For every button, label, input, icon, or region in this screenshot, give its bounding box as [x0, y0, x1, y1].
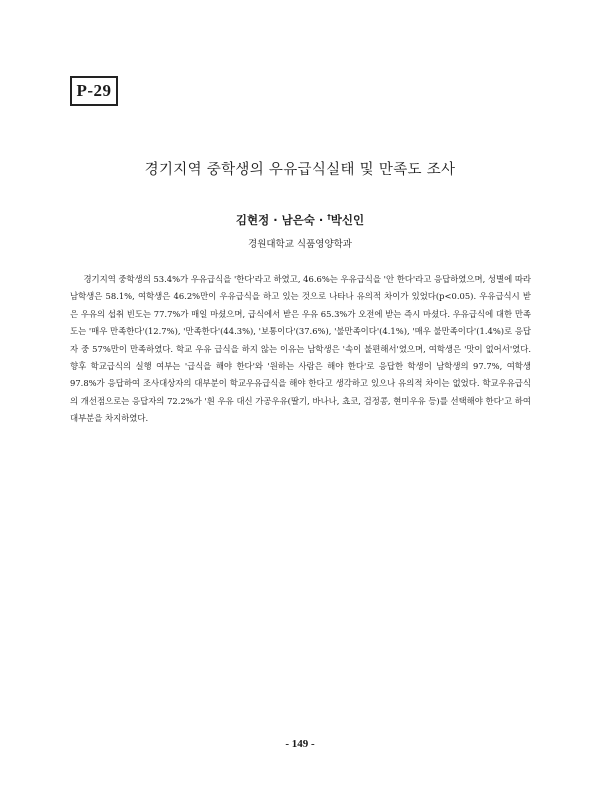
author-list [0, 212, 600, 228]
author-corresponding: 박신인 [330, 213, 365, 227]
page-number: - 149 - [285, 738, 315, 750]
corresponding-author-mark: † [327, 213, 331, 221]
affiliation: 경원대학교 식품영양학과 [248, 239, 352, 250]
paper-title: 경기지역 중학생의 우유급식실태 및 만족도 조사 [144, 162, 456, 178]
authors-primary: 김현정 · 남은숙 · [235, 213, 328, 227]
abstract-body: 경기지역 중학생의 53.4%가 우유급식을 '한다'라고 하였고, 46.6%는 우유급식을 '안 한다'라고 응답하였으며, 성별에 따라 남학생은 58.1%, 여학생은 46.2%만이 우유급식을 하고 있는 것으로 나타나 유의적 차이가 있었다(p<0.05). 우유급식시 받은 우유의 섭취 빈도는 77.7%가 매일 마셨으며, 급식에서 받은 우유 65.3%가 오전에 받는 즉시 마셨다. 우유급식에 대한 만족도는 '매우 만족한다'(12.7%), '만족한다'(44.3%), '보통이다'(37.6%), '불만족이다'(4.1%), '매우 불만족이다'(1.4%)로 응답자 중 57%만이 만족하였다. 학교 우유 급식을 하지 않는 이유는 남학생은 '속이 불편해서'였으며, 여학생은 '맛이 없어서'였다. 향후 학교급식의 실행 여부는 '급식을 해야 한다'와 '원하는 사람은 해야 한다'로 응답한 학생이 남학생의 97.7%, 여학생 97.8%가 응답하여 조사대상자의 대부분이 학교우유급식을 해야 한다고 생각하고 있으나 유의적 차이는 없었다. 학교우유급식의 개선점으로는 응답자의 72.2%가 '흰 우유 대신 가공우유(딸기, 바나나, 쵸코, 검정콩, 현미우유 등)를 선택해야 한다'고 하여 대부분을 차지하였다. [70, 274, 532, 424]
abstract-code-text: P-29 [76, 81, 112, 100]
abstract-code-label [70, 76, 118, 106]
